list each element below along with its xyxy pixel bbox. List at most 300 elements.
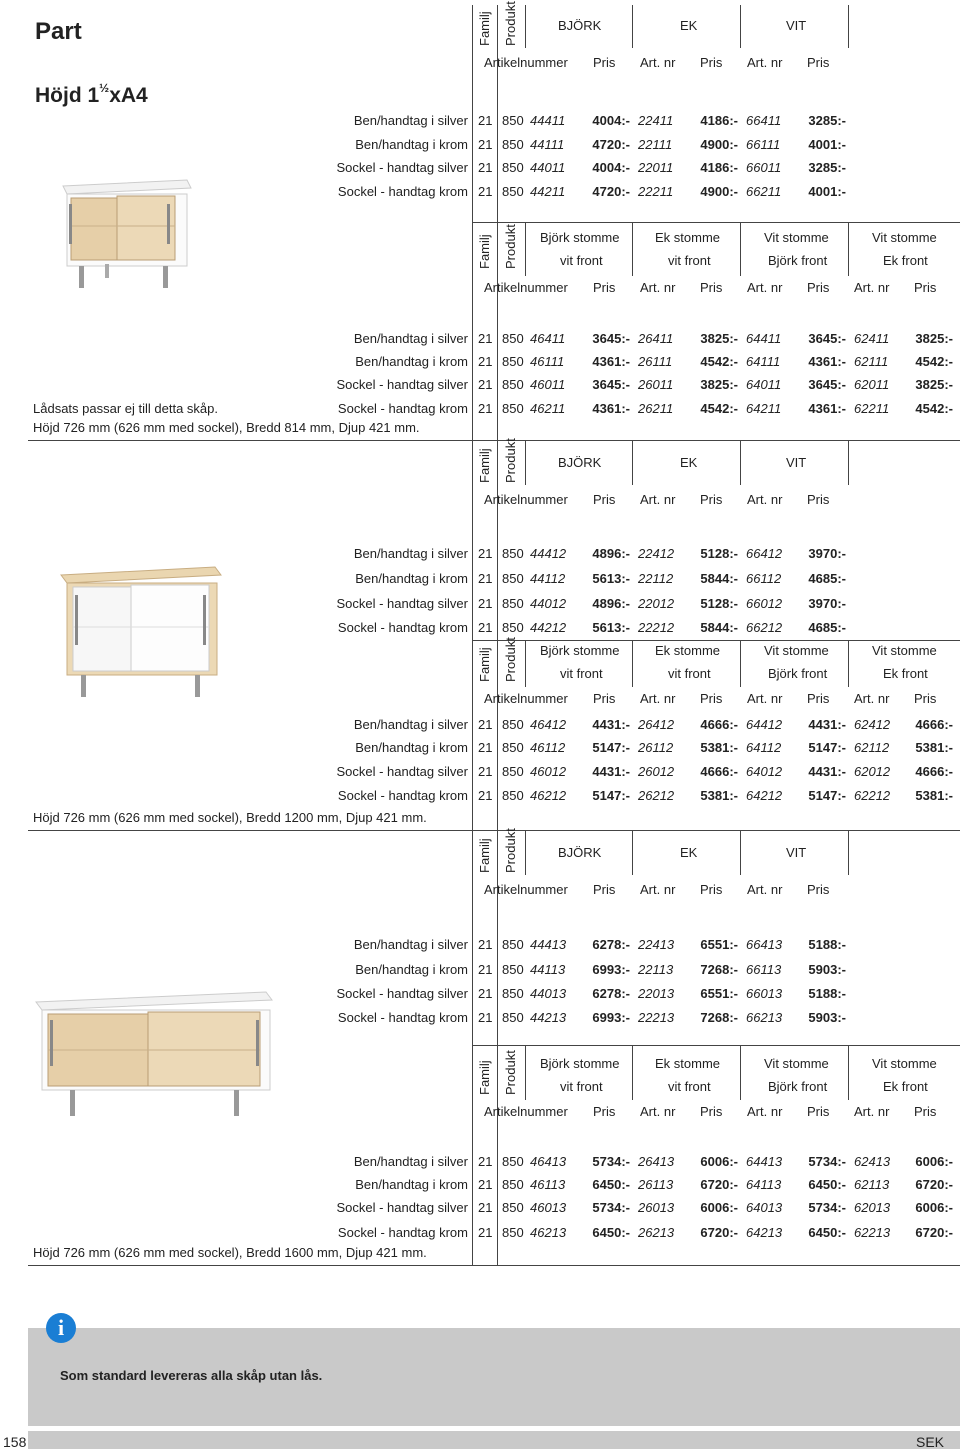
article-number: 64111 [746,354,781,369]
drawer-note: Lådsats passar ej till detta skåp. [33,401,218,416]
article-number: 64012 [746,764,783,779]
article-number: 22411 [638,113,674,128]
familj-value: 21 [478,113,493,128]
article-number: 46111 [530,354,565,369]
price: 5734:- [592,1200,630,1215]
article-number: 62011 [854,377,890,392]
article-number: 44411 [530,113,566,128]
currency-label: SEK [916,1434,945,1450]
row-variant-label: Sockel - handtag silver [336,986,468,1001]
table-divider [632,440,633,485]
front-header: Björk front [768,666,828,681]
price: 4004:- [592,160,630,175]
produkt-value: 850 [502,1200,524,1215]
art-nr-header: Art. nr [854,1104,890,1119]
pris-header: Pris [914,1104,937,1119]
produkt-value: 850 [502,1154,524,1169]
produkt-value: 850 [502,788,524,803]
produkt-value: 850 [502,401,524,416]
article-number: 22011 [638,160,674,175]
table-divider [848,1045,849,1100]
article-number: 22111 [638,137,673,152]
price: 4431:- [808,717,846,732]
price: 4896:- [592,546,630,561]
info-text: Som standard levereras alla skåp utan lås. [60,1368,323,1383]
pris-header: Pris [700,492,723,507]
familj-value: 21 [478,160,493,175]
article-number: 26012 [638,764,675,779]
price: 6450:- [808,1177,846,1192]
article-number: 64112 [746,740,782,755]
table-divider [472,830,473,1045]
front-header: Ek front [883,1079,928,1094]
row-variant-label: Ben/handtag i silver [353,546,468,561]
article-number: 22013 [638,986,675,1001]
price: 4542:- [915,401,953,416]
price: 5844:- [700,571,738,586]
article-number: 46013 [530,1200,567,1215]
familj-value: 21 [478,377,493,392]
produkt-value: 850 [502,1010,524,1025]
produkt-header: Produkt [503,224,518,269]
price: 3285:- [808,113,846,128]
stomme-header: Ek stomme [655,643,721,658]
article-number: 66212 [746,620,783,635]
price: 6720:- [700,1225,738,1240]
pris-header: Pris [914,691,937,706]
front-header: vit front [668,1079,711,1094]
art-nr-header: Art. nr [747,1104,783,1119]
price: 5613:- [592,571,630,586]
article-number: 26413 [638,1154,675,1169]
produkt-value: 850 [502,377,524,392]
art-nr-header: Art. nr [640,492,676,507]
article-number: 46012 [530,764,567,779]
table-divider [497,1045,498,1265]
article-number: 62411 [854,331,890,346]
price: 6450:- [808,1225,846,1240]
row-variant-label: Ben/handtag i silver [353,331,468,346]
colour-header: VIT [786,845,807,860]
article-number: 62212 [854,788,891,803]
produkt-value: 850 [502,620,524,635]
price: 5734:- [592,1154,630,1169]
table-divider [525,222,526,276]
artikelnummer-header: Artikelnummer [484,882,568,897]
article-number: 44013 [530,986,567,1001]
colour-header: EK [680,455,698,470]
art-nr-header: Art. nr [747,882,783,897]
price: 3970:- [808,596,846,611]
price: 4186:- [700,113,738,128]
price: 5147:- [592,740,630,755]
artikelnummer-header: Artikelnummer [484,492,568,507]
article-number: 22211 [638,184,674,199]
pris-header: Pris [807,1104,830,1119]
art-nr-header: Art. nr [854,280,890,295]
article-number: 62213 [854,1225,891,1240]
section-divider [28,1265,960,1266]
article-number: 26112 [638,740,674,755]
produkt-value: 850 [502,354,524,369]
familj-value: 21 [478,1154,493,1169]
price: 4685:- [808,620,846,635]
article-number: 66011 [746,160,782,175]
price: 4666:- [700,717,738,732]
table-divider [472,640,960,641]
colour-header: VIT [786,455,807,470]
article-number: 44412 [530,546,567,561]
produkt-value: 850 [502,596,524,611]
page-title: Part [35,18,82,45]
article-number: 62413 [854,1154,891,1169]
row-variant-label: Sockel - handtag krom [337,788,468,803]
produkt-value: 850 [502,546,524,561]
pris-header: Pris [807,280,830,295]
article-number: 46112 [530,740,566,755]
price: 5734:- [808,1200,846,1215]
art-nr-header: Art. nr [747,280,783,295]
section-divider [28,830,960,831]
pris-header: Pris [593,55,616,70]
info-icon: i [46,1313,76,1343]
familj-value: 21 [478,937,493,952]
colour-header: BJÖRK [558,455,602,470]
table-divider [472,222,473,440]
familj-value: 21 [478,1200,493,1215]
footer-bar [28,1431,960,1449]
price: 4361:- [592,354,630,369]
produkt-value: 850 [502,571,524,586]
article-number: 44413 [530,937,567,952]
price: 6720:- [915,1225,953,1240]
price: 4001:- [808,137,846,152]
price: 6006:- [700,1200,738,1215]
table-divider [472,1045,960,1046]
art-nr-header: Art. nr [640,882,676,897]
height-label-main: Höjd 1 [35,84,100,107]
article-number: 64213 [746,1225,783,1240]
table-divider [632,5,633,48]
article-number: 22113 [638,962,674,977]
stomme-header: Vit stomme [872,230,937,245]
table-divider [472,1045,473,1265]
price: 5188:- [808,937,846,952]
article-number: 44113 [530,962,566,977]
article-number: 66012 [746,596,783,611]
price: 5381:- [700,788,738,803]
pris-header: Pris [700,691,723,706]
familj-value: 21 [478,962,493,977]
article-number: 26011 [638,377,674,392]
artikelnummer-header: Artikelnummer [484,280,568,295]
table-divider [472,5,473,222]
familj-value: 21 [478,184,493,199]
price: 4720:- [592,184,630,199]
pris-header: Pris [807,55,830,70]
article-number: 44212 [530,620,567,635]
produkt-value: 850 [502,717,524,732]
familj-value: 21 [478,620,493,635]
price: 7268:- [700,962,738,977]
produkt-value: 850 [502,113,524,128]
article-number: 22213 [638,1010,675,1025]
row-variant-label: Sockel - handtag krom [337,620,468,635]
row-variant-label: Ben/handtag i krom [355,137,468,152]
front-header: vit front [560,1079,603,1094]
price: 6006:- [915,1154,953,1169]
article-number: 46113 [530,1177,566,1192]
produkt-header: Produkt [503,1050,518,1095]
row-variant-label: Sockel - handtag silver [336,377,468,392]
pris-header: Pris [593,691,616,706]
price: 4431:- [808,764,846,779]
table-divider [525,440,526,485]
article-number: 26212 [638,788,675,803]
familj-header: Familj [477,838,492,873]
row-variant-label: Ben/handtag i krom [355,962,468,977]
price: 5147:- [592,788,630,803]
colour-header: BJÖRK [558,845,602,860]
article-number: 26211 [638,401,674,416]
price: 5903:- [808,962,846,977]
pris-header: Pris [593,882,616,897]
price: 4001:- [808,184,846,199]
table-divider [848,222,849,276]
stomme-header: Vit stomme [764,230,829,245]
price: 4666:- [700,764,738,779]
front-header: vit front [560,253,603,268]
article-number: 66112 [746,571,782,586]
article-number: 66013 [746,986,783,1001]
price: 5613:- [592,620,630,635]
produkt-header: Produkt [503,637,518,682]
colour-header: EK [680,845,698,860]
row-variant-label: Ben/handtag i silver [353,937,468,952]
row-variant-label: Sockel - handtag silver [336,596,468,611]
stomme-header: Björk stomme [540,643,620,658]
article-number: 66111 [746,137,781,152]
article-number: 64211 [746,401,782,416]
row-variant-label: Ben/handtag i krom [355,354,468,369]
price: 5147:- [808,788,846,803]
pris-header: Pris [914,280,937,295]
price: 4431:- [592,764,630,779]
article-number: 22412 [638,546,675,561]
stomme-header: Ek stomme [655,230,721,245]
price: 5188:- [808,986,846,1001]
price: 3825:- [700,377,738,392]
familj-value: 21 [478,401,493,416]
table-divider [848,5,849,48]
article-number: 62111 [854,354,889,369]
colour-header: EK [680,18,698,33]
section-divider [28,440,960,441]
price: 5734:- [808,1154,846,1169]
price: 3970:- [808,546,846,561]
price: 4720:- [592,137,630,152]
article-number: 64413 [746,1154,783,1169]
produkt-header: Produkt [503,438,518,483]
article-number: 66411 [746,113,782,128]
article-number: 44213 [530,1010,567,1025]
article-number: 22012 [638,596,675,611]
article-number: 26213 [638,1225,675,1240]
price: 4896:- [592,596,630,611]
row-variant-label: Ben/handtag i silver [353,717,468,732]
price: 5128:- [700,596,738,611]
familj-header: Familj [477,647,492,682]
produkt-header: Produkt [503,828,518,873]
height-label-suffix: xA4 [109,84,148,107]
produkt-value: 850 [502,962,524,977]
article-number: 22212 [638,620,675,635]
price: 4542:- [700,401,738,416]
article-number: 64011 [746,377,782,392]
familj-value: 21 [478,137,493,152]
row-variant-label: Ben/handtag i silver [353,1154,468,1169]
article-number: 64411 [746,331,782,346]
article-number: 26113 [638,1177,674,1192]
row-variant-label: Sockel - handtag silver [336,160,468,175]
price: 6551:- [700,986,738,1001]
article-number: 22413 [638,937,675,952]
front-header: Ek front [883,666,928,681]
price: 4186:- [700,160,738,175]
front-header: vit front [668,666,711,681]
pris-header: Pris [700,280,723,295]
article-number: 66213 [746,1010,783,1025]
price: 4666:- [915,717,953,732]
artikelnummer-header: Artikelnummer [484,691,568,706]
price: 3825:- [700,331,738,346]
art-nr-header: Art. nr [854,691,890,706]
article-number: 62211 [854,401,890,416]
row-variant-label: Ben/handtag i krom [355,1177,468,1192]
row-variant-label: Ben/handtag i krom [355,740,468,755]
art-nr-header: Art. nr [640,691,676,706]
price: 3645:- [808,331,846,346]
article-number: 46411 [530,331,566,346]
row-variant-label: Sockel - handtag krom [337,1225,468,1240]
pris-header: Pris [593,1104,616,1119]
article-number: 46213 [530,1225,567,1240]
produkt-value: 850 [502,1225,524,1240]
familj-header: Familj [477,1060,492,1095]
familj-value: 21 [478,596,493,611]
produkt-value: 850 [502,1177,524,1192]
article-number: 46211 [530,401,566,416]
pris-header: Pris [593,280,616,295]
table-divider [848,640,849,687]
article-number: 66413 [746,937,783,952]
familj-value: 21 [478,354,493,369]
article-number: 44011 [530,160,566,175]
row-variant-label: Ben/handtag i krom [355,571,468,586]
table-divider [525,1045,526,1100]
table-divider [740,640,741,687]
front-header: Ek front [883,253,928,268]
colour-header: VIT [786,18,807,33]
price: 6551:- [700,937,738,952]
pris-header: Pris [700,1104,723,1119]
price: 3645:- [592,331,630,346]
price: 4361:- [808,354,846,369]
art-nr-header: Art. nr [640,280,676,295]
art-nr-header: Art. nr [640,1104,676,1119]
pris-header: Pris [700,55,723,70]
price: 3825:- [915,377,953,392]
article-number: 66412 [746,546,783,561]
table-divider [848,440,849,485]
table-divider [497,830,498,1045]
price: 5381:- [915,740,953,755]
produkt-value: 850 [502,740,524,755]
article-number: 62112 [854,740,890,755]
article-number: 66113 [746,962,782,977]
table-divider [472,222,960,223]
stomme-header: Vit stomme [764,643,829,658]
price: 4361:- [808,401,846,416]
familj-value: 21 [478,740,493,755]
article-number: 62412 [854,717,891,732]
art-nr-header: Art. nr [747,492,783,507]
article-number: 46412 [530,717,567,732]
row-variant-label: Sockel - handtag krom [337,1010,468,1025]
familj-value: 21 [478,764,493,779]
cabinet-image-large [30,990,280,1130]
article-number: 64113 [746,1177,782,1192]
price: 4004:- [592,113,630,128]
art-nr-header: Art. nr [640,55,676,70]
article-number: 62113 [854,1177,890,1192]
familj-value: 21 [478,331,493,346]
familj-value: 21 [478,986,493,1001]
price: 6278:- [592,937,630,952]
colour-header: BJÖRK [558,18,602,33]
produkt-header: Produkt [503,1,518,46]
familj-value: 21 [478,717,493,732]
pris-header: Pris [593,492,616,507]
front-header: Björk front [768,1079,828,1094]
table-divider [632,1045,633,1100]
table-divider [497,222,498,440]
table-divider [632,830,633,875]
article-number: 64212 [746,788,783,803]
price: 4361:- [592,401,630,416]
table-divider [740,222,741,276]
price: 3645:- [808,377,846,392]
price: 6278:- [592,986,630,1001]
row-variant-label: Sockel - handtag silver [336,764,468,779]
price: 5381:- [700,740,738,755]
table-divider [525,640,526,687]
row-variant-label: Sockel - handtag krom [337,401,468,416]
price: 5903:- [808,1010,846,1025]
price: 4542:- [915,354,953,369]
familj-header: Familj [477,11,492,46]
article-number: 46011 [530,377,566,392]
article-number: 44111 [530,137,565,152]
table-divider [497,640,498,830]
front-header: Björk front [768,253,828,268]
stomme-header: Vit stomme [872,1056,937,1071]
familj-header: Familj [477,448,492,483]
page-number: 158 [3,1434,27,1450]
table-divider [497,5,498,222]
price: 6993:- [592,962,630,977]
article-number: 26412 [638,717,675,732]
